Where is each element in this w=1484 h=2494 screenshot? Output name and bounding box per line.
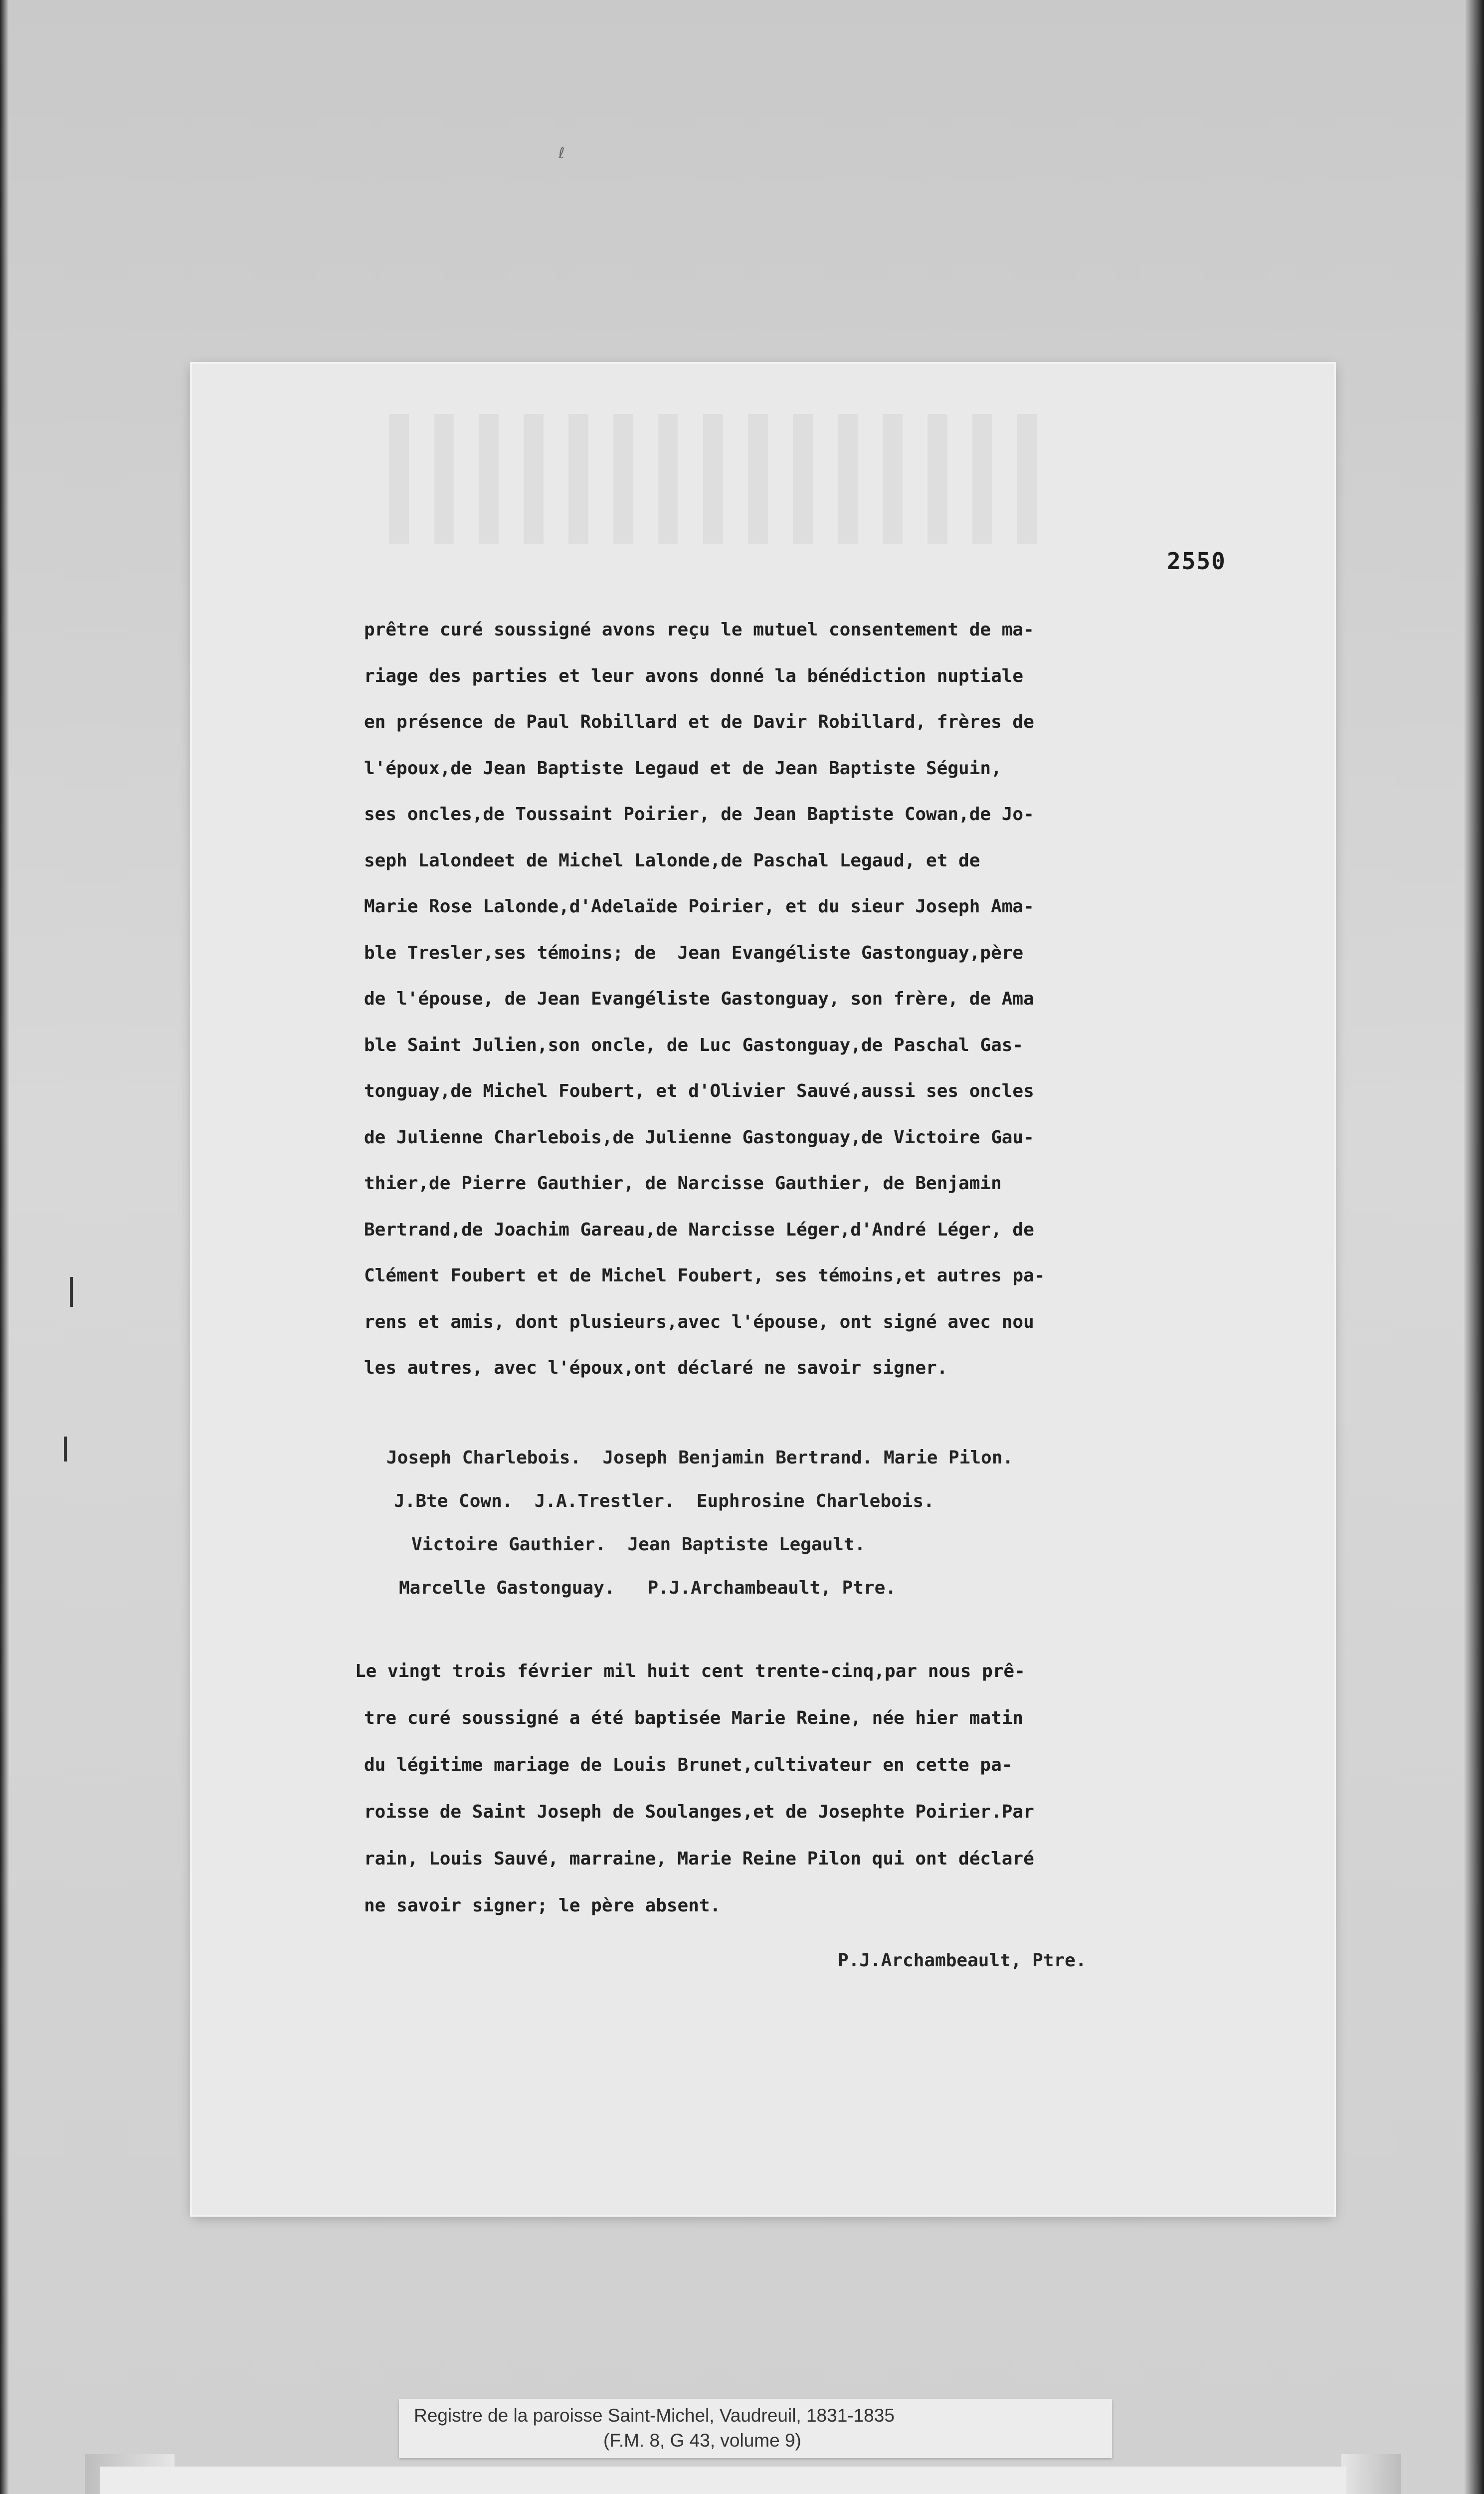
text-line: riage des parties et leur avons donné la bénédiction nuptiale: [364, 665, 1024, 686]
bleed-through-text: [389, 414, 1037, 544]
text-line: l'époux,de Jean Baptiste Legaud et de Jean Baptiste Séguin,: [364, 758, 1002, 779]
text-line: en présence de Paul Robillard et de Davir Robillard, frères de: [364, 712, 1034, 732]
text-line: seph Lalondeet de Michel Lalonde,de Paschal Legaud, et de: [364, 850, 980, 871]
text-line: tre curé soussigné a été baptisée Marie Reine, née hier matin: [364, 1708, 1024, 1728]
film-edge-left: [0, 0, 9, 2494]
text-line: de l'épouse, de Jean Evangéliste Gastonguay, son frère, de Ama: [364, 989, 1034, 1009]
signature-line: Marcelle Gastonguay. P.J.Archambeault, Ptre.: [399, 1578, 896, 1598]
text-line: ble Saint Julien,son oncle, de Luc Gastonguay,de Paschal Gas-: [364, 1035, 1024, 1055]
film-edge-right: [1464, 0, 1484, 2494]
text-line: Clément Foubert et de Michel Foubert, ses témoins,et autres pa-: [364, 1265, 1045, 1286]
text-line: thier,de Pierre Gauthier, de Narcisse Gauthier, de Benjamin: [364, 1173, 1002, 1194]
register-title: Registre de la paroisse Saint-Michel, Vaudreuil, 1831-1835: [414, 2405, 895, 2426]
signature-block: [386, 1447, 1013, 1620]
page-number: 2550: [1167, 548, 1226, 575]
text-line: de Julienne Charlebois,de Julienne Gastonguay,de Victoire Gau-: [364, 1127, 1034, 1148]
text-line: rens et amis, dont plusieurs,avec l'épouse, ont signé avec nou: [364, 1311, 1034, 1332]
signature-line: J.Bte Cown. J.A.Trestler. Euphrosine Charlebois.: [394, 1491, 934, 1511]
baptism-record: [355, 1660, 1034, 1941]
priest-signature: P.J.Archambeault, Ptre.: [838, 1950, 1087, 1971]
text-line: Bertrand,de Joachim Gareau,de Narcisse Léger,d'André Léger, de: [364, 1219, 1034, 1240]
margin-mark: [70, 1277, 73, 1307]
text-line: Le vingt trois février mil huit cent trente-cinq,par nous prê-: [355, 1661, 1025, 1681]
text-line: rain, Louis Sauvé, marraine, Marie Reine Pilon qui ont déclaré: [364, 1849, 1034, 1869]
pencil-mark: ℓ: [558, 145, 565, 162]
text-line: du légitime mariage de Louis Brunet,cultivateur en cette pa-: [364, 1755, 1013, 1775]
text-line: roisse de Saint Joseph de Soulanges,et de Josephte Poirier.Par: [364, 1802, 1034, 1822]
margin-mark: [64, 1437, 67, 1461]
marriage-record: [364, 619, 1262, 1403]
text-line: les autres, avec l'époux,ont déclaré ne savoir signer.: [364, 1358, 948, 1378]
archives-stamp: [100, 2467, 1346, 2494]
text-line: ne savoir signer; le père absent.: [364, 1895, 721, 1916]
text-line: ses oncles,de Toussaint Poirier, de Jean Baptiste Cowan,de Jo-: [364, 804, 1034, 825]
text-line: prêtre curé soussigné avons reçu le mutuel consentement de ma-: [364, 620, 1034, 640]
register-reference: (F.M. 8, G 43, volume 9): [603, 2430, 801, 2451]
signature-line: Victoire Gauthier. Jean Baptiste Legault.: [411, 1534, 866, 1555]
text-line: Marie Rose Lalonde,d'Adelaïde Poirier, et du sieur Joseph Ama-: [364, 896, 1034, 917]
signature-line: Joseph Charlebois. Joseph Benjamin Bertrand. Marie Pilon.: [386, 1448, 1014, 1468]
register-label: [399, 2399, 1112, 2458]
text-line: ble Tresler,ses témoins; de Jean Evangéliste Gastonguay,père: [364, 942, 1024, 963]
text-line: tonguay,de Michel Foubert, et d'Olivier Sauvé,aussi ses oncles: [364, 1081, 1034, 1101]
stamp-shadow-right: [1341, 2454, 1401, 2494]
